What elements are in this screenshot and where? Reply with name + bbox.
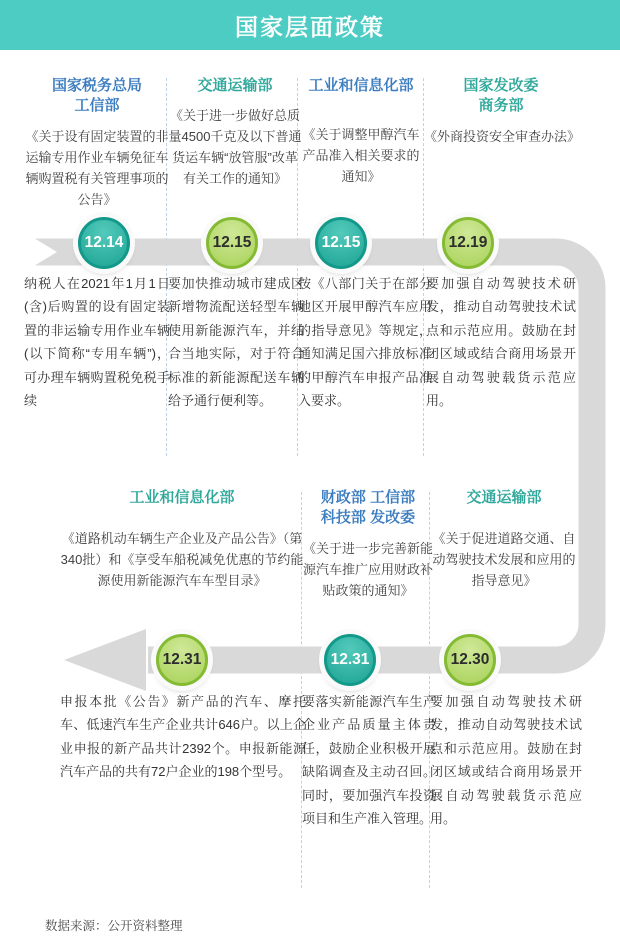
date-label: 12.19 xyxy=(448,234,488,251)
agency-line-2: 商务部 xyxy=(478,97,524,115)
policy-title: 《关于进一步做好总质量4500千克及以下普通货运车辆“放管服”改革有关工作的通知》 xyxy=(168,108,302,187)
date-label: 12.30 xyxy=(450,651,490,668)
agency-line-1: 交通运输部 xyxy=(197,77,273,94)
date-label: 12.15 xyxy=(212,234,252,251)
agency-line-1: 国家发改委 xyxy=(463,77,539,94)
policy-description: 申报本批《公告》新产品的汽车、摩托车、低速汽车生产企业共计646户。以上企业申报的新产品共计2392个。申报新能源汽车产品的共有72户企业的198个型号。 xyxy=(60,694,306,780)
page-header xyxy=(0,0,620,50)
agency-line-2: 工信部 xyxy=(74,97,120,115)
agency-name xyxy=(166,76,304,96)
page-title: 国家层面政策 xyxy=(235,13,385,40)
policy-card xyxy=(430,488,578,591)
timeline-date-badge xyxy=(78,217,130,269)
policy-card xyxy=(298,76,424,187)
agency-line-1: 交通运输部 xyxy=(466,489,542,506)
agency-line-1: 工业和信息化部 xyxy=(308,77,414,94)
policy-description: 要落实新能源汽车生产企业产品质量主体责任，鼓励企业积极开展缺陷调查及主动召回。同时，要加强汽车投资项目和生产准入管理。 xyxy=(302,694,436,826)
policy-title: 《关于促进道路交通、自动驾驶技术发展和应用的指导意见》 xyxy=(432,531,576,589)
policy-description: 要加快推动城市建成区新增物流配送轻型车辆使用新能源汽车，并结合当地实际，对于符合标准的新能源配送车辆给予通行便利等。 xyxy=(168,276,304,408)
date-label: 12.15 xyxy=(321,234,361,251)
timeline-arrowhead-icon xyxy=(64,629,146,691)
timeline-date-badge xyxy=(156,634,208,686)
data-source-note: 数据来源：公开资料整理 xyxy=(45,919,183,933)
date-label: 12.14 xyxy=(84,234,124,251)
policy-title: 《关于进一步完善新能源汽车推广应用财政补贴政策的通知》 xyxy=(302,540,433,598)
timeline-date-badge xyxy=(324,634,376,686)
policy-title: 《外商投资安全审查办法》 xyxy=(424,128,581,144)
agency-name xyxy=(302,488,434,529)
date-label: 12.31 xyxy=(162,651,202,668)
agency-name xyxy=(430,488,578,508)
agency-line-1: 国家税务总局 xyxy=(51,77,142,94)
policy-card xyxy=(424,76,581,147)
policy-card xyxy=(24,76,170,210)
policy-description: 纳税人在2021年1月1日(含)后购置的设有固定装置的非运输专用作业车辆(以下简称“专用车辆”)，可办理车辆购置税免税手续 xyxy=(24,276,170,408)
policy-card xyxy=(60,488,304,591)
agency-name xyxy=(60,488,304,508)
timeline-date-badge xyxy=(442,217,494,269)
policy-card xyxy=(302,488,434,601)
agency-line-1: 工业和信息化部 xyxy=(129,489,235,506)
agency-name xyxy=(24,76,170,117)
policy-title: 《关于设有固定装置的非运输专用作业车辆免征车辆购置税有关管理事项的公告》 xyxy=(25,128,169,207)
timeline-date-badge xyxy=(315,217,367,269)
policy-description: 要加强自动驾驶技术研发，推动自动驾驶技术试点和示范应用。鼓励在封闭区域或结合商用场景开展自动驾驶载货示范应用。 xyxy=(430,694,582,826)
agency-name xyxy=(298,76,424,96)
date-label: 12.31 xyxy=(330,651,370,668)
timeline-date-badge xyxy=(444,634,496,686)
agency-line-1: 财政部 工信部 xyxy=(320,489,416,506)
timeline-date-badge xyxy=(206,217,258,269)
agency-line-2: 科技部 发改委 xyxy=(320,509,416,527)
policy-card xyxy=(166,76,304,189)
agency-name xyxy=(424,76,578,117)
policy-description: 要加强自动驾驶技术研发，推动自动驾驶技术试点和示范应用。鼓励在封闭区域或结合商用场景开展自动驾驶载货示范应用。 xyxy=(426,276,576,408)
policy-title: 《道路机动车辆生产企业及产品公告》（第340批）和《享受车船税减免优惠的节约能源使用新能源汽车车型目录》 xyxy=(60,531,304,589)
policy-description: 按《八部门关于在部分地区开展甲醇汽车应用的指导意见》等规定，通知满足国六排放标准的甲醇汽车申报产品准入要求。 xyxy=(298,276,432,408)
policy-title: 《关于调整甲醇汽车产品准入相关要求的通知》 xyxy=(302,127,420,185)
